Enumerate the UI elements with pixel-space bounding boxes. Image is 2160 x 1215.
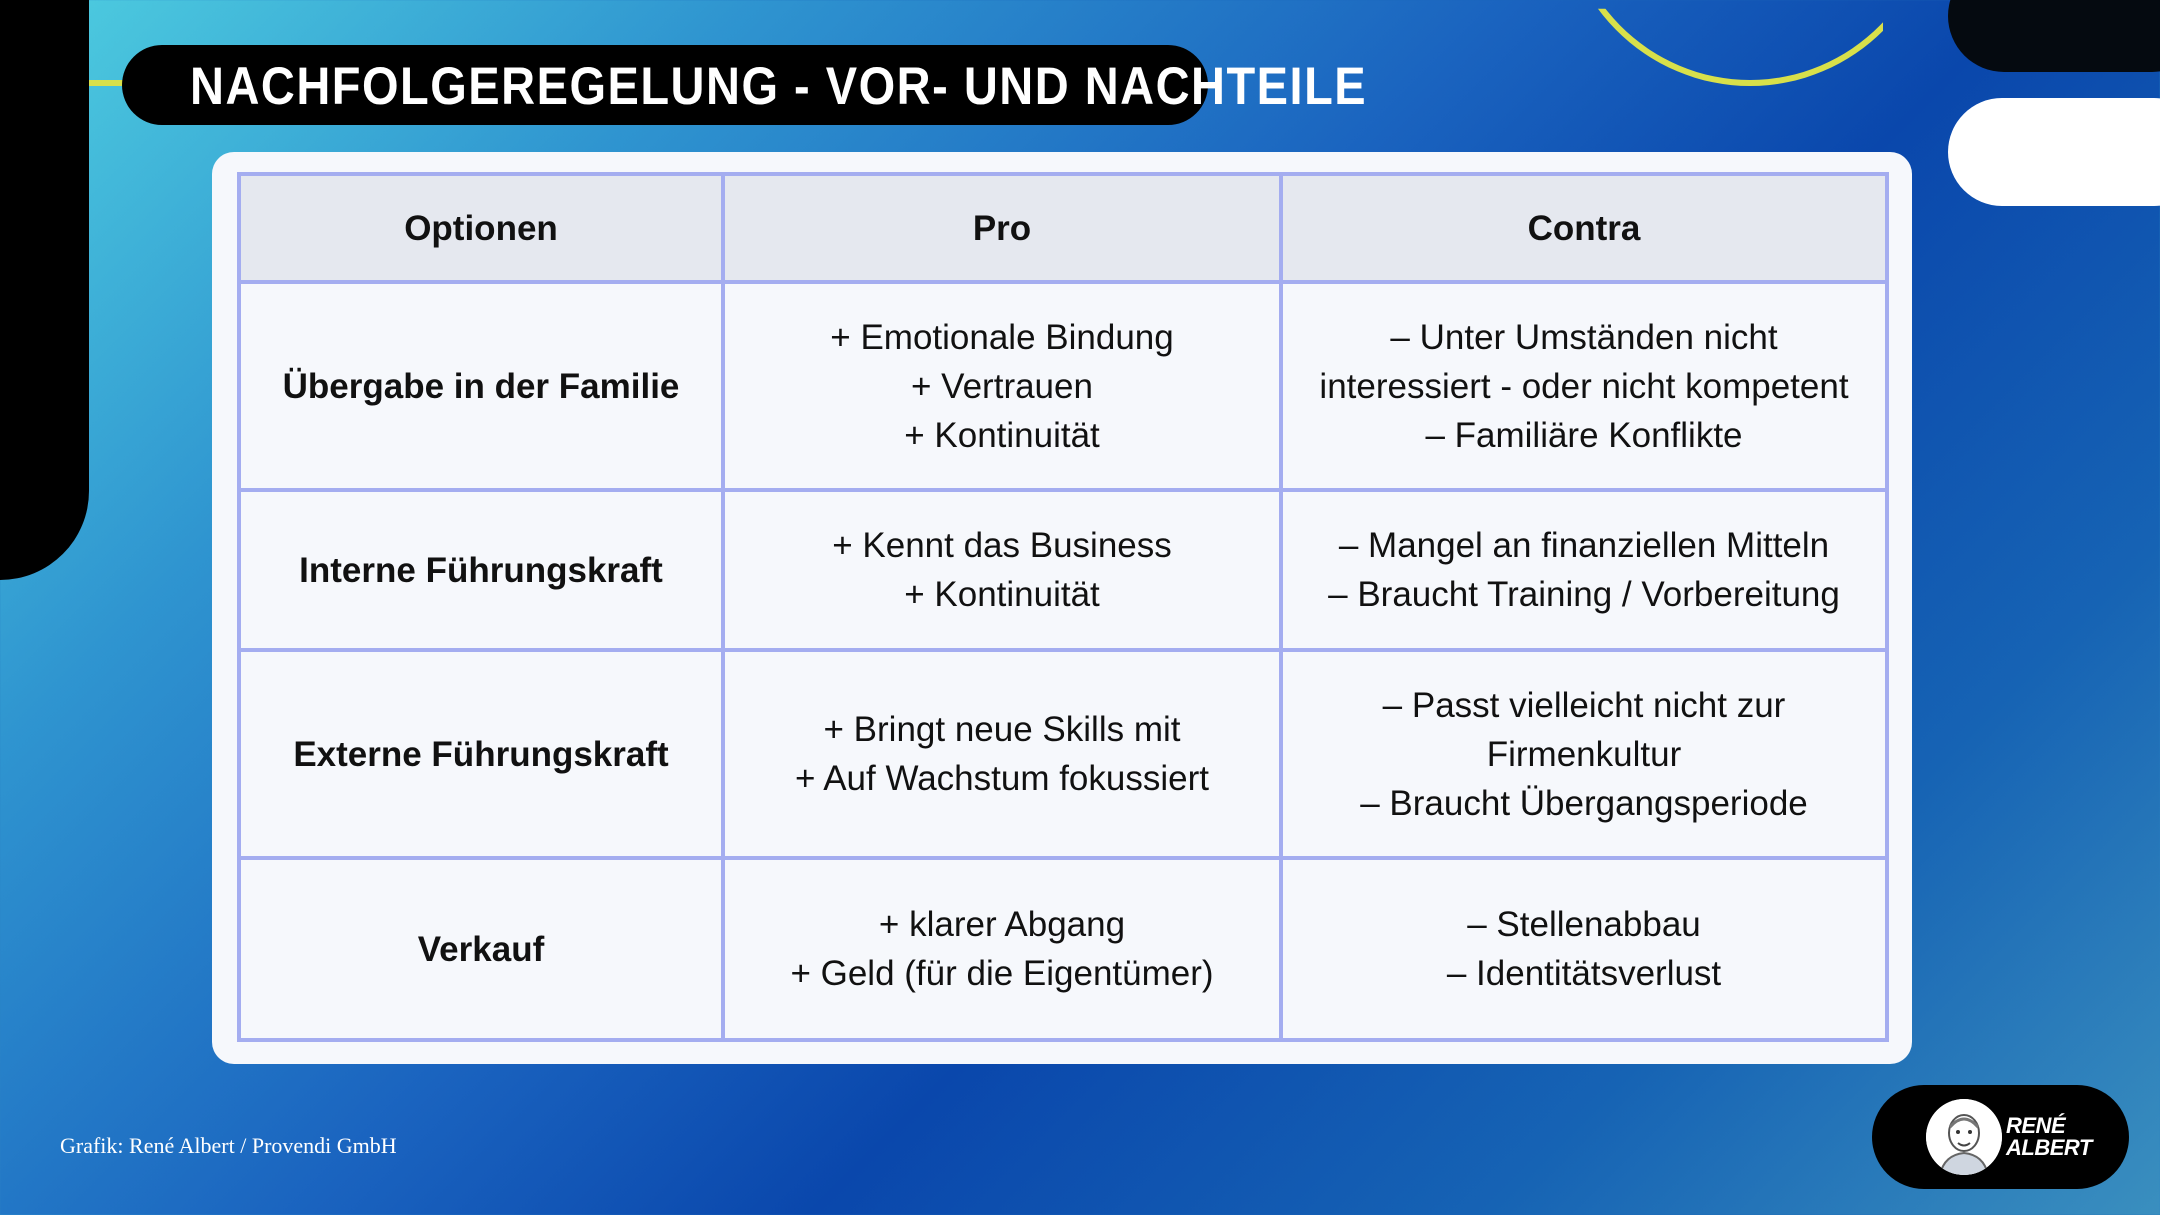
logo-line-2: ALBERT [2006,1135,2092,1160]
pro-item: + Kennt das Business [832,526,1172,565]
contra-item: – Braucht Übergangsperiode [1360,783,1808,823]
contra-item: – Familiäre Konflikte [1425,415,1743,455]
contra-cell [1281,858,1887,1040]
logo-line-1: RENÉ [2006,1113,2066,1138]
contra-cell [1281,490,1887,650]
contra-item: – Braucht Training / Vorbereitung [1328,575,1840,614]
pros-cons-table [237,172,1889,1042]
pro-item: + Geld (für die Eigentümer) [790,954,1214,993]
brand-logo [1872,1085,2129,1189]
contra-cell [1281,650,1887,858]
decor-white-shape-right [1948,98,2160,206]
pro-item: + Bringt neue Skills mit [823,710,1181,749]
contra-item: – Mangel an finanziellen Mitteln [1338,526,1830,565]
table-card [212,152,1912,1064]
pro-cell [723,282,1281,490]
table-header-row [239,174,1887,282]
portrait-avatar-icon [1926,1099,2002,1175]
pro-cell [723,490,1281,650]
pro-item: + Kontinuität [904,575,1100,614]
decor-black-shape-topright [1948,0,2160,72]
pro-item: + klarer Abgang [878,905,1126,944]
table-row [239,490,1887,650]
option-cell: Interne Führungskraft [239,490,723,650]
table-row [239,650,1887,858]
contra-item: – Stellenabbau [1467,905,1701,944]
pro-cell [723,650,1281,858]
decor-yellow-arc [1560,0,1940,86]
column-header-options: Optionen [239,174,723,282]
column-header-pro: Pro [723,174,1281,282]
option-cell: Übergabe in der Familie [239,282,723,490]
contra-item: Firmenkultur [1486,734,1682,774]
option-cell: Verkauf [239,858,723,1040]
title-banner [122,45,1368,125]
table-row [239,858,1887,1040]
pro-item: + Emotionale Bindung [830,317,1174,357]
option-cell: Externe Führungskraft [239,650,723,858]
contra-cell [1281,282,1887,490]
contra-item: – Unter Umständen nicht [1390,317,1778,357]
page-title: NACHFOLGEREGELUNG - VOR- UND NACHTEILE [190,55,1368,115]
column-header-contra: Contra [1281,174,1887,282]
pro-cell [723,858,1281,1040]
contra-item: – Identitätsverlust [1446,954,1722,993]
pro-item: + Auf Wachstum fokussiert [794,759,1209,798]
image-credit: Grafik: René Albert / Provendi GmbH [60,1133,397,1158]
pro-item: + Kontinuität [904,415,1100,455]
contra-item: – Passt vielleicht nicht zur [1382,685,1786,725]
decor-black-shape-left [0,0,89,580]
pro-item: + Vertrauen [911,366,1093,406]
logo-wordmark [2006,1115,2092,1159]
table-row [239,282,1887,490]
contra-item: interessiert - oder nicht kompetent [1319,366,1849,406]
